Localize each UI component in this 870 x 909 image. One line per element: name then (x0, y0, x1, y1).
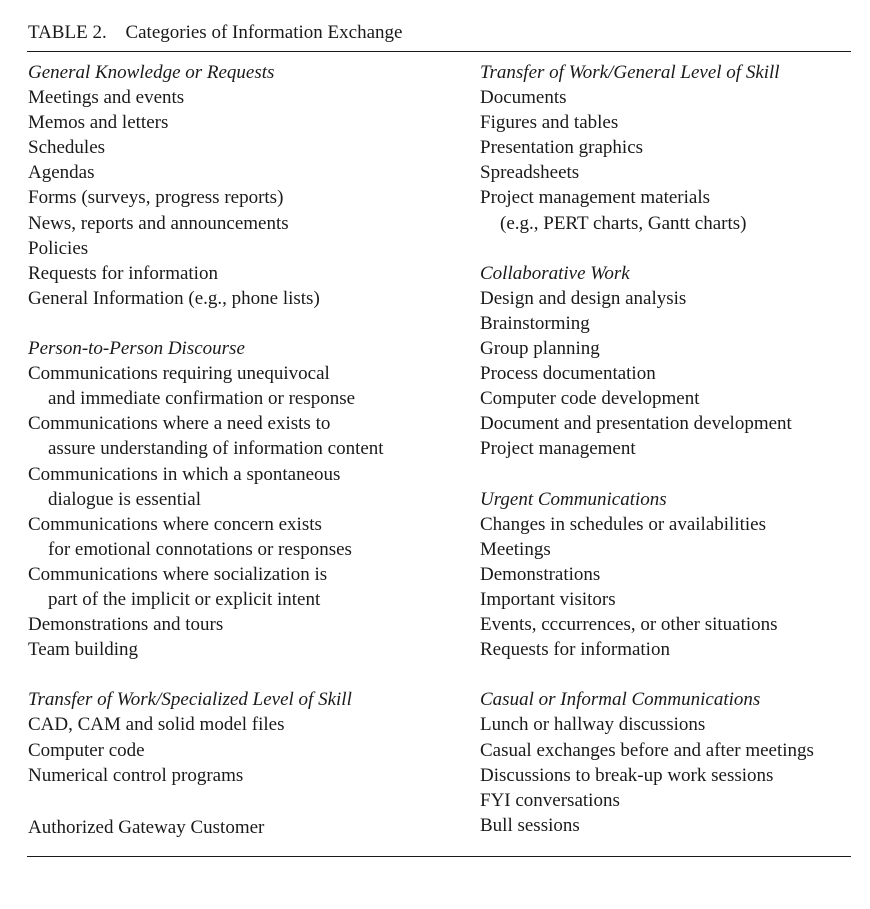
item-text: Requests for information (480, 639, 670, 661)
item-text: Project management (480, 438, 636, 460)
category-item (480, 436, 814, 461)
item-text: Brainstorming (480, 312, 590, 334)
category-section (28, 336, 384, 662)
category-item (480, 361, 814, 386)
category-item (480, 537, 814, 562)
category-item (28, 236, 384, 261)
item-text: Documents (480, 87, 567, 109)
category-item (480, 562, 814, 587)
item-text: FYI conversations (480, 789, 620, 811)
item-text: Discussions to break-up work sessions (480, 764, 774, 786)
footer-note: Authorized Gateway Customer (28, 816, 265, 838)
category-item (480, 813, 814, 838)
item-text: Important visitors (480, 588, 616, 610)
item-text: Communications in which a spontaneous (28, 463, 341, 485)
table-title: Categories of Information Exchange (125, 22, 403, 43)
item-text: Process documentation (480, 363, 656, 385)
category-item (28, 110, 384, 135)
item-text: Group planning (480, 338, 600, 360)
category-heading: Urgent Communications (480, 488, 667, 510)
category-section (28, 60, 384, 311)
item-text: Numerical control programs (28, 764, 244, 786)
item-text: Document and presentation development (480, 413, 792, 435)
category-item (28, 612, 384, 637)
item-text: Schedules (28, 137, 106, 159)
item-text-continuation: dialogue is essential (48, 488, 202, 510)
category-item (480, 110, 814, 135)
item-text: Casual exchanges before and after meetings (480, 739, 814, 761)
item-text-continuation: part of the implicit or explicit intent (48, 588, 321, 610)
category-item (480, 788, 814, 813)
item-text: General Information (e.g., phone lists) (28, 287, 320, 309)
item-text: Figures and tables (480, 112, 619, 134)
item-text: Memos and letters (28, 112, 169, 134)
right-column (480, 60, 814, 838)
category-item (480, 411, 814, 436)
category-item (480, 286, 814, 311)
category-item (480, 587, 814, 612)
category-heading: Collaborative Work (480, 262, 630, 284)
category-heading: Transfer of Work/Specialized Level of Skill (28, 689, 352, 711)
category-item (480, 386, 814, 411)
category-item (480, 637, 814, 662)
item-text: Communications where a need exists to (28, 413, 331, 435)
category-item (28, 763, 384, 788)
category-item (480, 185, 814, 235)
category-item (28, 286, 384, 311)
item-text: Requests for information (28, 262, 218, 284)
category-section (480, 60, 814, 236)
item-text: Forms (surveys, progress reports) (28, 187, 284, 209)
item-text: Project management materials (480, 187, 711, 209)
item-text: Meetings (480, 538, 551, 560)
item-text: Demonstrations and tours (28, 614, 224, 636)
category-item (480, 763, 814, 788)
category-item (480, 612, 814, 637)
category-item (28, 462, 384, 512)
category-item (28, 712, 384, 737)
item-text: Team building (28, 639, 139, 661)
category-item (28, 261, 384, 286)
category-section (480, 487, 814, 663)
category-section (480, 687, 814, 838)
item-text: Computer code development (480, 388, 700, 410)
item-text-continuation: (e.g., PERT charts, Gantt charts) (500, 212, 747, 234)
category-section (480, 261, 814, 462)
category-section (28, 687, 384, 787)
item-text: Spreadsheets (480, 162, 580, 184)
item-text: Computer code (28, 739, 145, 761)
item-text-continuation: for emotional connotations or responses (48, 538, 352, 560)
item-text: Communications where socialization is (28, 563, 328, 585)
category-item (480, 160, 814, 185)
top-rule (27, 51, 851, 52)
item-text: Communications requiring unequivocal (28, 363, 330, 385)
category-item (28, 411, 384, 461)
item-text: Changes in schedules or availabilities (480, 513, 766, 535)
item-text: Presentation graphics (480, 137, 644, 159)
category-item (480, 85, 814, 110)
item-text: Policies (28, 237, 89, 259)
category-item (480, 738, 814, 763)
item-text: Agendas (28, 162, 95, 184)
category-item (28, 85, 384, 110)
item-text: Demonstrations (480, 563, 601, 585)
category-item (480, 336, 814, 361)
category-item (28, 185, 384, 210)
table-number: TABLE 2. (28, 22, 107, 43)
category-heading: Transfer of Work/General Level of Skill (480, 62, 780, 83)
item-text-continuation: and immediate confirmation or response (48, 388, 356, 410)
item-text: Communications where concern exists (28, 513, 322, 535)
category-item (480, 712, 814, 737)
category-item (28, 211, 384, 236)
category-item (480, 135, 814, 160)
item-text: Design and design analysis (480, 287, 687, 309)
left-column (28, 60, 384, 840)
category-item (28, 160, 384, 185)
category-item (28, 738, 384, 763)
item-text: Bull sessions (480, 814, 580, 836)
category-heading: Casual or Informal Communications (480, 689, 761, 711)
category-item (28, 637, 384, 662)
category-item (28, 562, 384, 612)
item-text: Meetings and events (28, 87, 185, 109)
category-item (480, 512, 814, 537)
bottom-rule (27, 856, 851, 857)
table-caption (28, 21, 402, 45)
category-item (28, 135, 384, 160)
category-heading: General Knowledge or Requests (28, 62, 275, 83)
category-item (28, 512, 384, 562)
category-heading: Person-to-Person Discourse (28, 338, 245, 360)
category-item (28, 361, 384, 411)
item-text: Lunch or hallway discussions (480, 714, 706, 736)
item-text-continuation: assure understanding of information content (48, 438, 384, 460)
item-text: Events, cccurrences, or other situations (480, 614, 778, 636)
item-text: News, reports and announcements (28, 212, 289, 234)
category-item (480, 311, 814, 336)
item-text: CAD, CAM and solid model files (28, 714, 285, 736)
